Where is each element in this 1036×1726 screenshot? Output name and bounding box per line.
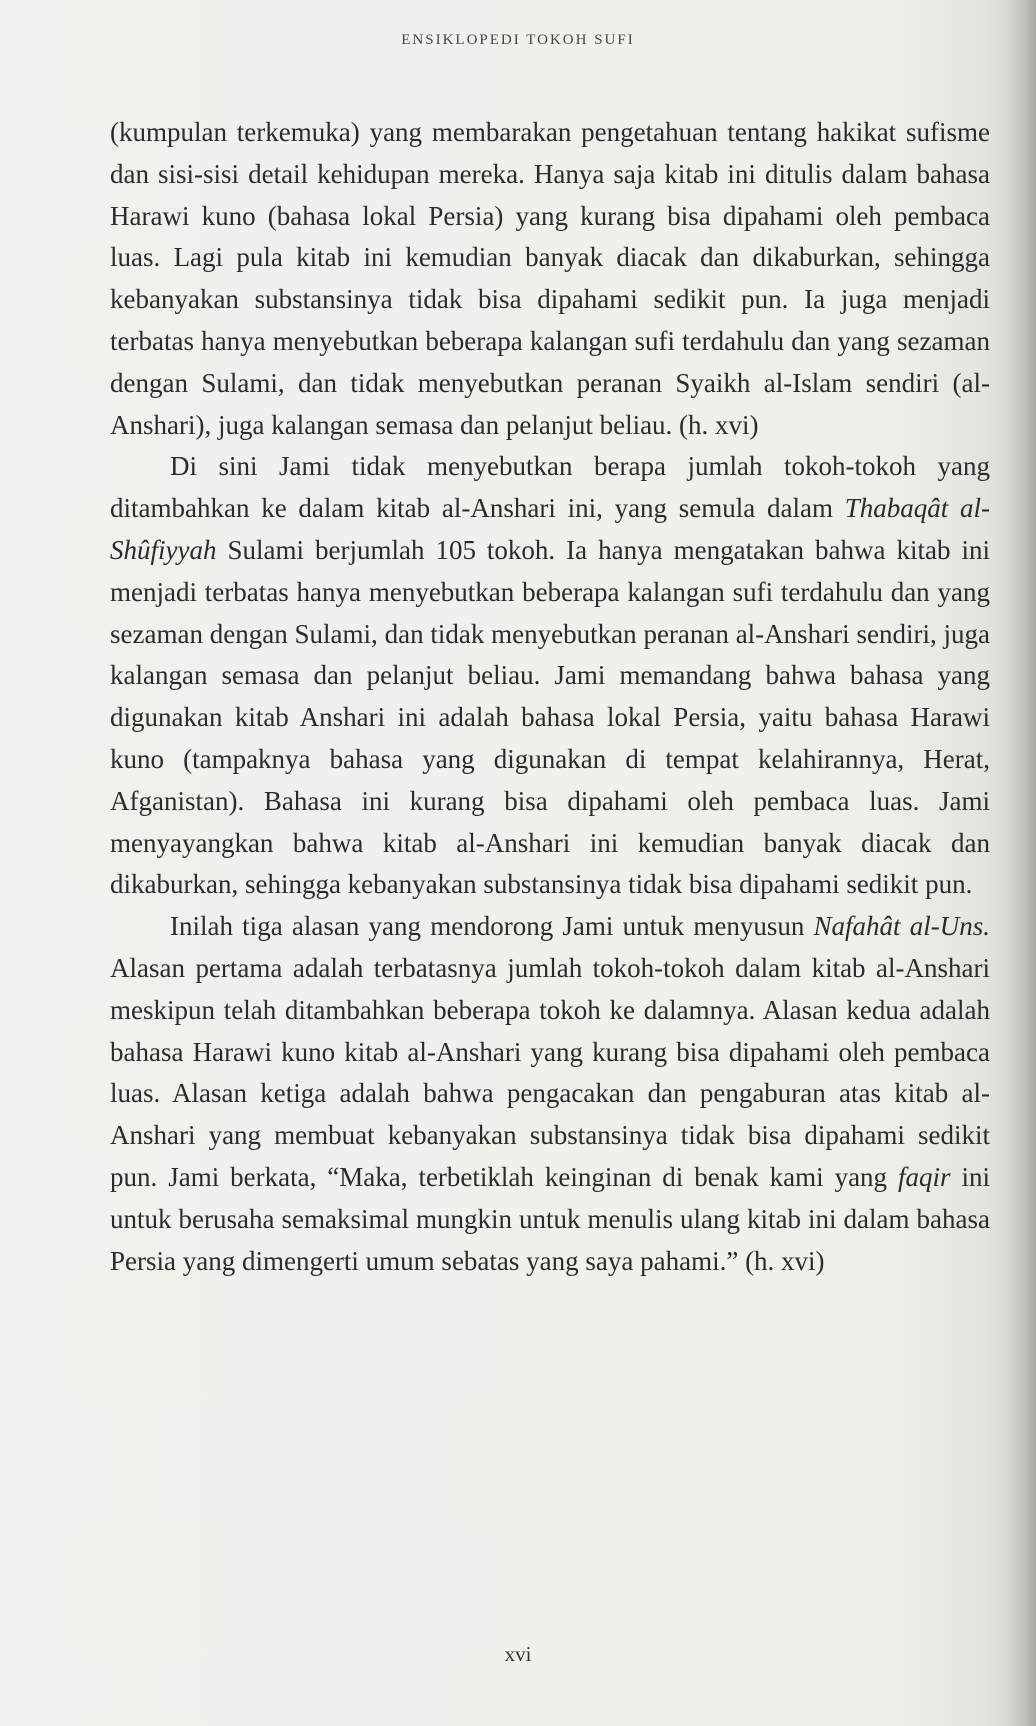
paragraph-3 [110,906,990,1282]
paragraph-3-text-b: Alasan pertama adalah terbatasnya jumlah tokoh-tokoh dalam kitab al-Anshari meskipun telah ditambahkan beberapa tokoh ke dalamnya. Alasan kedua adalah bahasa Harawi kuno kitab al-Anshari yang kurang bisa dipahami oleh pembaca luas. Alasan ketiga adalah bahwa pengacakan dan pengaburan atas kitab al-Anshari yang membuat kebanyakan substansinya tidak bisa dipahami sedikit pun. Jami berkata, “Maka, terbetiklah keinginan di benak kami yang [110,952,990,1192]
paragraph-1 [110,112,990,446]
book-title-thabaqat: Thabaqât al-Shûfiyyah [110,493,991,565]
body-text [110,112,990,1282]
paragraph-2 [110,446,990,906]
term-faqir: faqir [898,1161,951,1192]
paragraph-2-text-a: Di sini Jami tidak menyebutkan berapa jumlah tokoh-tokoh yang ditambahkan ke dalam kitab al-Anshari ini, yang semula dalam [110,451,990,524]
book-title-nafahat: Nafahât al-Uns. [813,911,990,942]
page-number: xvi [504,1642,532,1666]
paragraph-2-text-b: Sulami berjumlah 105 tokoh. Ia hanya mengatakan bahwa kitab ini menjadi terbatas hanya menyebutkan beberapa kalangan sufi terdahulu dan yang sezaman dengan Sulami, dan tidak menyebutkan peranan al-Anshari sendiri, juga kalangan semasa dan pelanjut beliau. Jami memandang bahwa bahasa yang digunakan kitab Anshari ini adalah bahasa lokal Persia, yaitu bahasa Harawi kuno (tampaknya bahasa yang digunakan di tempat kelahirannya, Herat, Afganistan). Bahasa ini kurang bisa dipahami oleh pembaca luas. Jami menyayangkan bahwa kitab al-Anshari ini kemudian banyak diacak dan dikaburkan, sehingga kebanyakan substansinya tidak bisa dipahami sedikit pun. [110,534,990,900]
spine-shadow [1006,0,1036,1726]
paragraph-3-text-a: Inilah tiga alasan yang mendorong Jami untuk menyusun [170,911,814,942]
paragraph-3-text-c: ini untuk berusaha semaksimal mungkin untuk menulis ulang kitab ini dalam bahasa Persia yang dimengerti umum sebatas yang saya pahami.” (h. xvi) [110,1161,990,1276]
running-header: ENSIKLOPEDI TOKOH SUFI [401,32,635,48]
paragraph-1-text: (kumpulan terkemuka) yang membarakan pengetahuan tentang hakikat sufisme dan sisi-sisi detail kehidupan mereka. Hanya saja kitab ini ditulis dalam bahasa Harawi kuno (bahasa lokal Persia) yang kurang bisa dipahami oleh pembaca luas. Lagi pula kitab ini kemudian banyak diacak dan dikaburkan, sehingga kebanyakan substansinya tidak bisa dipahami sedikit pun. Ia juga menjadi terbatas hanya menyebutkan beberapa kalangan sufi terdahulu dan yang sezaman dengan Sulami, dan tidak menyebutkan peranan Syaikh al-Islam sendiri (al-Anshari), juga kalangan semasa dan pelanjut beliau. (h. xvi) [110,117,990,440]
